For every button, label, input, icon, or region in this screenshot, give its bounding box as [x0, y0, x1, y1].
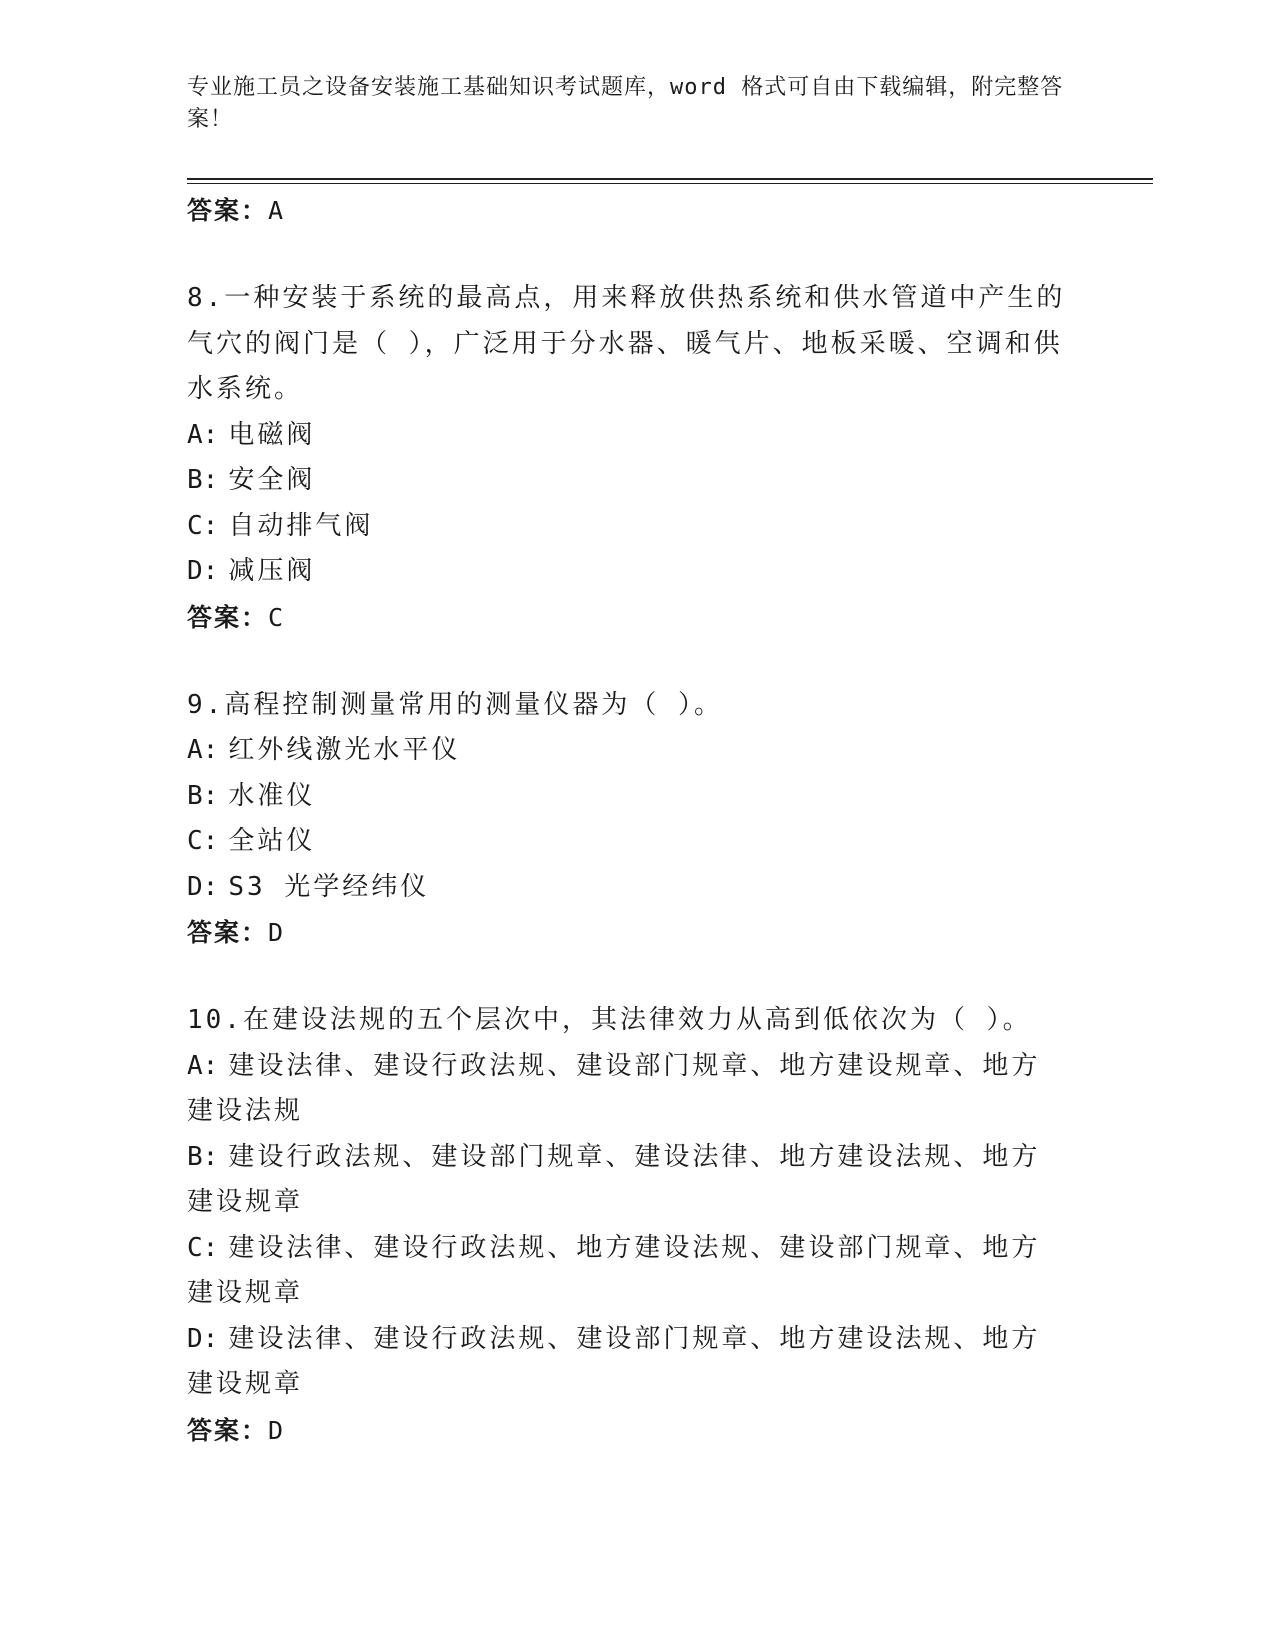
answer-label: 答案： [187, 602, 269, 632]
question-number: 8. [187, 283, 225, 313]
question-stem [187, 683, 1067, 729]
option-text: 建设法律、建设行政法规、建设部门规章、地方建设规章、地方建设法规 [187, 1050, 1041, 1126]
option-letter: B: [187, 465, 219, 495]
option-letter: C: [187, 826, 219, 856]
option-text: 水准仪 [228, 780, 316, 811]
answer-line [187, 1408, 1067, 1454]
question-stem [187, 998, 1067, 1044]
option-letter: D: [187, 871, 219, 902]
option-d [187, 549, 1067, 595]
question-10 [187, 998, 1067, 1454]
option-text: 全站仪 [228, 826, 316, 856]
option-letter: C: [187, 510, 219, 541]
answer-value: C [268, 602, 286, 632]
header-text: 专业施工员之设备安装施工基础知识考试题库，word 格式可自由下载编辑，附完整答案！ [187, 75, 1064, 132]
option-text: 减压阀 [228, 556, 316, 586]
option-letter: D: [187, 1323, 219, 1354]
answer-line [187, 188, 1067, 234]
option-text: 安全阀 [228, 465, 316, 495]
spacer [187, 234, 1067, 276]
option-letter: A: [187, 419, 219, 450]
option-c [187, 819, 1067, 865]
question-number: 9. [187, 689, 225, 720]
answer-line [187, 910, 1067, 956]
option-text: 自动排气阀 [228, 510, 374, 541]
answer-value: D [268, 1415, 286, 1445]
option-letter: D: [187, 556, 219, 586]
answer-label: 答案： [187, 1415, 269, 1445]
option-c [187, 1226, 1067, 1317]
answer-line [187, 595, 1067, 641]
option-d [187, 865, 1067, 911]
option-b [187, 458, 1067, 504]
answer-label: 答案： [187, 196, 269, 225]
option-b [187, 1135, 1067, 1226]
option-text: 建设法律、建设行政法规、建设部门规章、地方建设法规、地方建设规章 [187, 1323, 1041, 1399]
option-letter: B: [187, 780, 219, 811]
option-a [187, 1044, 1067, 1135]
option-text: 电磁阀 [228, 419, 316, 450]
question-8 [187, 276, 1067, 641]
document-header [187, 72, 1067, 136]
option-text: 建设行政法规、建设部门规章、建设法律、地方建设法规、地方建设规章 [187, 1141, 1041, 1217]
option-letter: A: [187, 735, 219, 765]
header-rule-thin [187, 183, 1153, 184]
option-b [187, 774, 1067, 820]
option-text: 建设法律、建设行政法规、地方建设法规、建设部门规章、地方建设规章 [187, 1232, 1041, 1308]
option-d [187, 1317, 1067, 1408]
question-number: 10. [187, 1005, 243, 1035]
option-a [187, 413, 1067, 459]
answer-value: D [268, 918, 286, 947]
option-text: S3 光学经纬仪 [228, 871, 430, 902]
header-rule-thick [187, 178, 1153, 180]
option-a [187, 728, 1067, 774]
answer-label: 答案： [187, 918, 269, 947]
question-stem-text: 高程控制测量常用的测量仪器为（ ）。 [224, 689, 723, 720]
question-stem-text: 一种安装于系统的最高点，用来释放供热系统和供水管道中产生的气穴的阀门是（ ），广泛用于分水器、暖气片、地板采暖、空调和供水系统。 [187, 283, 1066, 404]
spacer [187, 956, 1067, 998]
option-text: 红外线激光水平仪 [228, 735, 461, 765]
question-stem [187, 276, 1067, 413]
question-stem-text: 在建设法规的五个层次中，其法律效力从高到低依次为（ ）。 [242, 1005, 1032, 1035]
document-body [187, 188, 1067, 1454]
option-letter: C: [187, 1232, 219, 1263]
option-letter: B: [187, 1141, 219, 1172]
answer-value: A [268, 196, 286, 225]
option-letter: A: [187, 1050, 219, 1081]
option-c [187, 504, 1067, 550]
spacer [187, 641, 1067, 683]
question-9 [187, 683, 1067, 957]
